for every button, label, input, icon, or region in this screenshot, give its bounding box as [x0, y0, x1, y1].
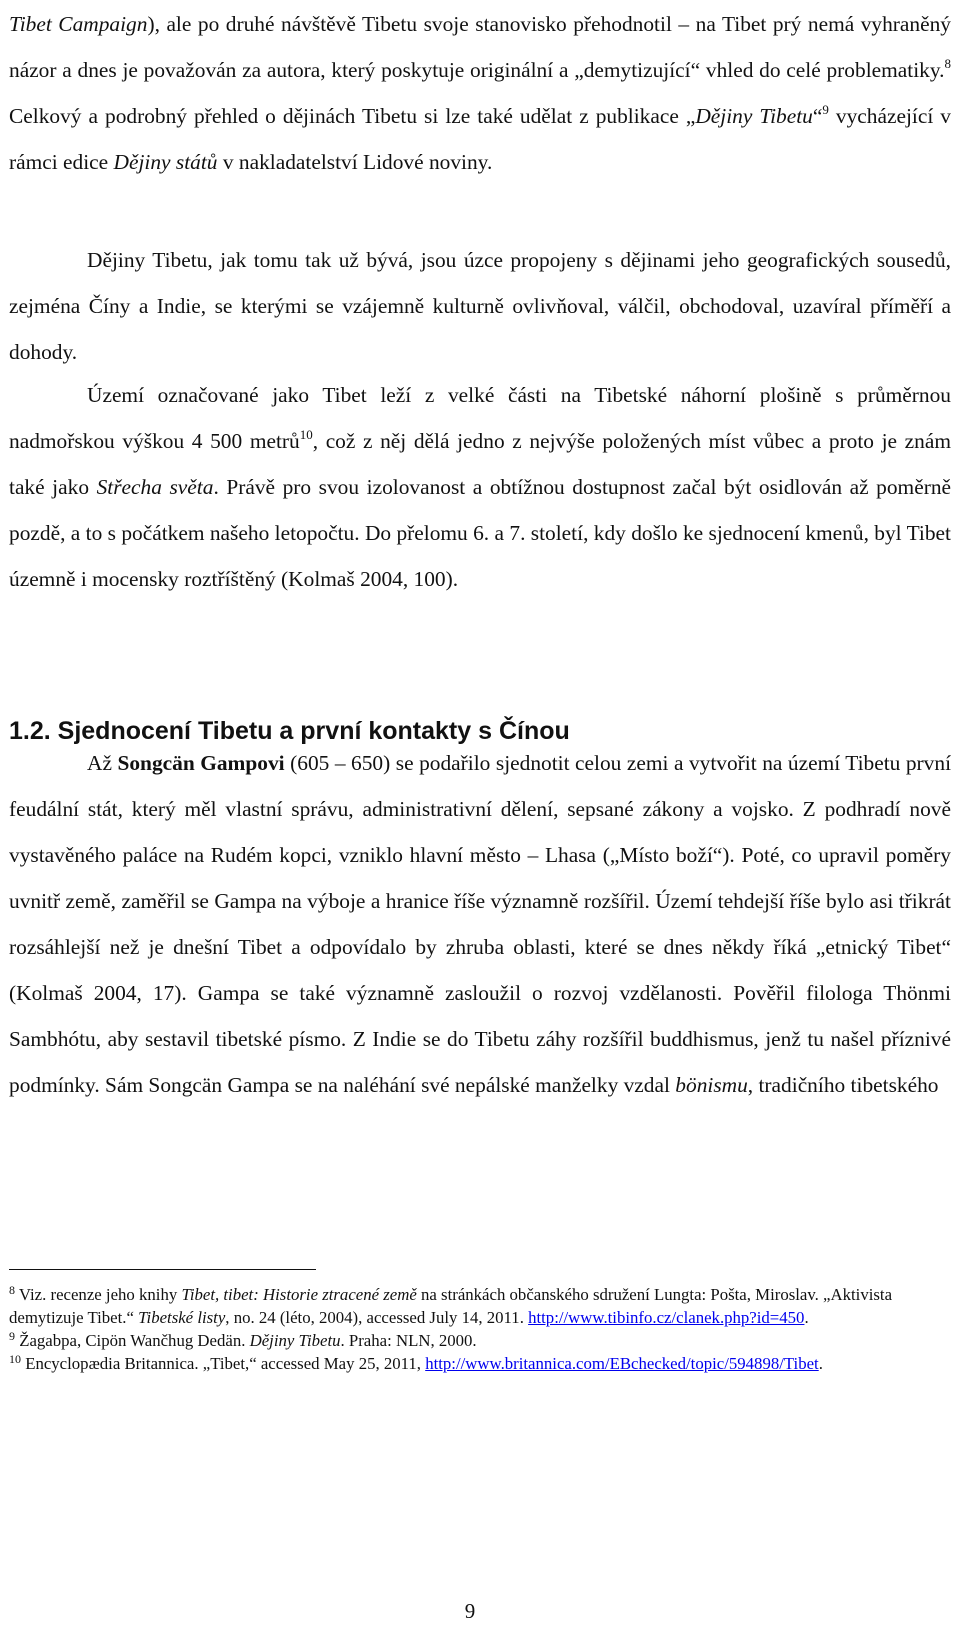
footnote-ref-8[interactable]: 8	[944, 56, 951, 71]
paragraph-text: Celkový a podrobný přehled o dějinách Tibetu si lze také udělat z publikace „	[9, 104, 696, 128]
paragraph-text: , tradičního tibetského	[747, 1073, 939, 1097]
italic-term: Střecha světa	[96, 475, 214, 499]
page-number: 9	[464, 1599, 476, 1623]
paragraph-text: ), ale po druhé návštěvě Tibetu svoje stanovisko přehodnotil – na Tibet prý nemá vyhraněný názor a dnes je považován za autora, který poskytuje originální a „demytizující“ vhled do celé problematiky.	[9, 12, 951, 82]
italic-title: Dějiny Tibetu	[249, 1331, 341, 1350]
paragraph-text: Až	[87, 751, 118, 775]
paragraph-text: vycházející v rámci edice	[9, 104, 951, 174]
footnote-ref-9[interactable]: 9	[822, 102, 829, 117]
footnote-text: .	[818, 1354, 823, 1373]
footnote-number: 8	[9, 1283, 15, 1297]
footnote-text: Žagabpa, Cipön Wančhug Dedän.	[15, 1331, 250, 1350]
paragraph-text: v nakladatelství Lidové noviny.	[217, 150, 493, 174]
footnote-text: .	[804, 1308, 809, 1327]
paragraph-text: Území označované jako Tibet leží z velké části na Tibetské náhorní plošině s průměrnou nadmořskou výškou 4 500 metrů	[9, 383, 951, 453]
paragraph-text: . Právě pro svou izolovanost a obtížnou dostupnost začal být osidlován až poměrně pozdě, a to s počátkem našeho letopočtu. Do přelomu 6. a 7. století, kdy došlo ke sjednocení kmenů, byl Tibet územně i mocensky roztříštěný (Kolmaš 2004, 100).	[9, 475, 952, 591]
footnote-10	[9, 1352, 949, 1375]
italic-term: bönismu	[675, 1073, 748, 1097]
footnote-link[interactable]: http://www.britannica.com/EBchecked/topic/594898/Tibet	[425, 1354, 819, 1373]
paragraph-territory	[9, 372, 951, 602]
footnote-link[interactable]: http://www.tibinfo.cz/clanek.php?id=450	[528, 1308, 805, 1327]
footnote-number: 9	[9, 1329, 15, 1343]
footnote-text: Encyclopædia Britannica. „Tibet,“ accessed May 25, 2011,	[21, 1354, 426, 1373]
bold-name: Songcän Gampovi	[117, 751, 285, 775]
paragraph-text: , což z něj dělá jedno z nejvýše položených míst vůbec a proto je znám také jako	[9, 429, 951, 499]
paragraph-songcan-gampo	[9, 740, 951, 1108]
footnote-8	[9, 1283, 949, 1329]
footnote-text: , no. 24 (léto, 2004), accessed July 14, 2011.	[225, 1308, 529, 1327]
edition-title: Dějiny států	[113, 150, 218, 174]
footnotes	[9, 1283, 949, 1375]
italic-title: Tibetské listy	[138, 1308, 226, 1327]
italic-text: Tibet Campaign	[9, 12, 148, 36]
footnote-text: . Praha: NLN, 2000.	[340, 1331, 477, 1350]
italic-title: Tibet, tibet: Historie ztracené země	[181, 1285, 417, 1304]
paragraph-text: (605 – 650) se podařilo sjednotit celou zemi a vytvořit na území Tibetu první feudální stát, který měl vlastní správu, administrativní dělení, sepsané zákony a vojsko. Z podhradí nově vystavěného paláce na Rudém kopci, vzniklo hlavní město – Lhasa („Místo boží“). Poté, co upravil poměry uvnitř země, zaměřil se Gampa na výboje a hranice říše významně rozšířil. Území tehdejší říše bylo asi třikrát rozsáhlejší než je dnešní Tibet a odpovídalo by zhruba oblasti, které se dnes někdy říká „etnický Tibet“ (Kolmaš 2004, 17). Gampa se také významně zasloužil o rozvoj vzdělanosti. Pověřil filologa Thönmi Sambhótu, aby sestavil tibetské písmo. Z Indie se do Tibetu záhy rozšířil buddhismus, jenž tu našel příznivé podmínky. Sám Songcän Gampa se na naléhání své nepálské manželky vzdal	[9, 751, 952, 1097]
section-heading: 1.2. Sjednocení Tibetu a první kontakty s Čínou	[9, 717, 570, 745]
footnote-9	[9, 1329, 949, 1352]
footnote-separator	[9, 1269, 316, 1270]
book-title: Dějiny Tibetu	[695, 104, 813, 128]
paragraph-history-neighbors: Dějiny Tibetu, jak tomu tak už bývá, jsou úzce propojeny s dějinami jeho geografických sousedů, zejména Číny a Indie, se kterými se vzájemně kulturně ovlivňoval, válčil, obchodoval, uzavíral příměří a dohody.	[9, 248, 951, 364]
footnote-ref-10[interactable]: 10	[299, 427, 313, 442]
footnote-number: 10	[9, 1352, 21, 1366]
paragraph-text: “	[812, 104, 823, 128]
footnote-text: Viz. recenze jeho knihy	[15, 1285, 182, 1304]
paragraph-intro-continuation	[9, 1, 951, 185]
footnote-text: na stránkách občanského sdružení Lungta: Pošta, Miroslav. „Aktivista demytizuje Tibet.“	[9, 1285, 893, 1327]
